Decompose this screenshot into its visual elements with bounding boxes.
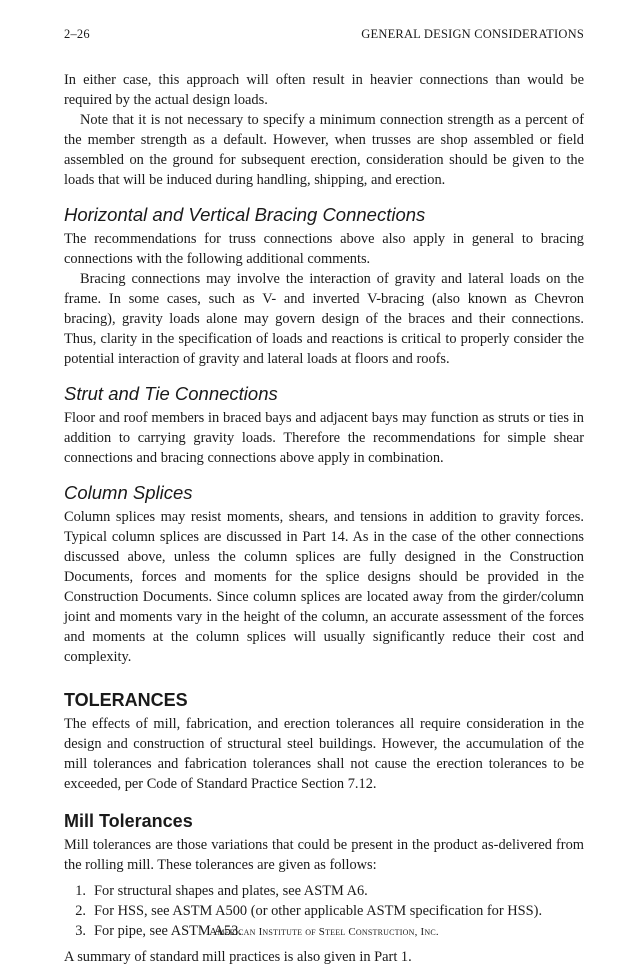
document-page xyxy=(64,0,584,965)
strut-heading: Strut and Tie Connections xyxy=(64,383,278,404)
bracing-paragraph-1: The recommendations for truss connections above also apply in general to bracing connections with the following additional comments. xyxy=(64,231,584,267)
list-item-number: 1. xyxy=(75,883,86,899)
mill-paragraph-2: A summary of standard mill practices is also given in Part 1. xyxy=(64,949,412,965)
mill-heading: Mill Tolerances xyxy=(64,811,193,831)
page-body xyxy=(64,70,584,967)
list-item-number: 2. xyxy=(75,903,86,919)
intro-paragraph-2: Note that it is not necessary to specify a minimum connection strength as a percent of the member strength as a default. However, when trusses are shop assembled or field assembled on the ground for subsequent erection, consideration should be given to the loads that will be induced during handling, shipping, and erection. xyxy=(64,112,584,188)
list-item xyxy=(64,901,584,921)
running-head xyxy=(64,27,584,42)
tolerances-heading: TOLERANCES xyxy=(64,690,188,710)
bracing-paragraph-2: Bracing connections may involve the interaction of gravity and lateral loads on the frame. In some cases, such as V- and inverted V-bracing (also known as Chevron bracing), gravity loads alone may govern design of the braces and their connections. Thus, clarity in the specification of loads and reactions is critical to properly consider the potential interaction of gravity and lateral loads at floors and roofs. xyxy=(64,271,584,367)
list-item-text: For HSS, see ASTM A500 (or other applicable ASTM specification for HSS). xyxy=(94,903,543,919)
splices-paragraph: Column splices may resist moments, shears, and tensions in addition to gravity forces. Typical column splices are discussed in Part 14. As in the case of the other connections discussed above, unless the column splices are fully designed in the Construction Documents, forces and moments for the splice designs should be provided in the Construction Documents. Since column splices are located away from the girder/column joint and moments vary in the height of the column, an accurate assessment of the forces and moments at the column splices will usually significantly reduce their cost and complexity. xyxy=(64,509,584,665)
list-item-text: For pipe, see ASTM A53. xyxy=(94,923,242,939)
page-footer: American Institute of Steel Construction, Inc. xyxy=(209,926,439,938)
chapter-title: GENERAL DESIGN CONSIDERATIONS xyxy=(361,27,584,41)
list-item-number: 3. xyxy=(75,923,86,939)
list-item xyxy=(64,881,584,901)
splices-heading: Column Splices xyxy=(64,482,193,503)
mill-paragraph-1: Mill tolerances are those variations that could be present in the product as-delivered from the rolling mill. These tolerances are given as follows: xyxy=(64,837,584,873)
intro-paragraph-1: In either case, this approach will often result in heavier connections than would be required by the actual design loads. xyxy=(64,72,584,108)
strut-paragraph: Floor and roof members in braced bays and adjacent bays may function as struts or ties in addition to carrying gravity loads. Therefore the recommendations for simple shear connections and bracing connections above apply in combination. xyxy=(64,410,584,466)
page-number: 2–26 xyxy=(64,27,90,41)
bracing-heading: Horizontal and Vertical Bracing Connections xyxy=(64,204,426,225)
list-item-text: For structural shapes and plates, see ASTM A6. xyxy=(94,883,368,899)
tolerances-paragraph: The effects of mill, fabrication, and erection tolerances all require consideration in the design and construction of structural steel buildings. However, the accumulation of the mill tolerances and fabrication tolerances shall not cause the erection tolerances to be exceeded, per Code of Standard Practice Section 7.12. xyxy=(64,716,584,792)
